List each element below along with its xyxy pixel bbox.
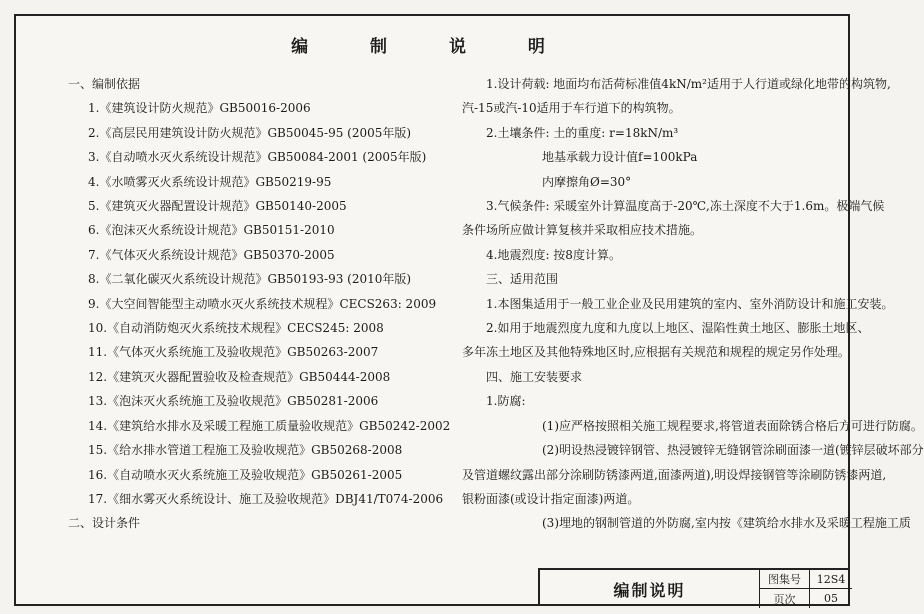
reference-item: 4.《水喷雾灭火系统设计规范》GB50219-95 [88, 174, 332, 189]
page-title: 编 制 说 明 [291, 37, 573, 57]
reference-item: 2.《高层民用建筑设计防火规范》GB50045-95 (2005年版) [88, 125, 412, 140]
reference-item: 5.《建筑灭火器配置设计规范》GB50140-2005 [88, 199, 347, 214]
text-line: (3)埋地的钢制管道的外防腐,室内按《建筑给水排水及采暖工程施工质 [542, 516, 911, 531]
reference-item: 7.《气体灭火系统设计规范》GB50370-2005 [88, 247, 335, 262]
reference-item: 11.《气体灭火系统施工及验收规范》GB50263-2007 [88, 345, 379, 360]
text-line: 1.防腐: [486, 394, 526, 409]
text-line: 条件场所应做计算复核并采取相应技术措施。 [462, 223, 703, 238]
text-line: (2)明设热浸镀锌钢管、热浸镀锌无缝钢管涂刷面漆一道(镀锌层破坏部分 [542, 443, 924, 458]
reference-item: 14.《建筑给水排水及采暖工程施工质量验收规范》GB50242-2002 [88, 418, 451, 433]
reference-item: 9.《大空间智能型主动喷水灭火系统技术规程》CECS263: 2009 [88, 296, 437, 311]
text-line: 三、适用范围 [486, 272, 559, 287]
text-line: (1)应严格按照相关施工规程要求,将管道表面除锈合格后方可进行防腐。 [542, 418, 923, 433]
text-line: 地基承载力设计值f=100kPa [542, 150, 698, 165]
text-line: 1.本图集适用于一般工业企业及民用建筑的室内、室外消防设计和施工安装。 [486, 296, 894, 311]
reference-item: 15.《给水排水管道工程施工及验收规范》GB50268-2008 [88, 443, 403, 458]
text-line: 四、施工安装要求 [486, 369, 583, 384]
atlas-number-value: 12S4 [810, 570, 852, 589]
text-line: 3.气候条件: 采暖室外计算温度高于-20℃,冻土深度不大于1.6m。极端气候 [486, 199, 885, 214]
text-line: 1.设计荷载: 地面均布活荷标准值4kN/m²适用于人行道或绿化地带的构筑物, [486, 77, 891, 91]
drawing-sheet [14, 14, 924, 606]
reference-item: 12.《建筑灭火器配置验收及检查规范》GB50444-2008 [88, 369, 391, 384]
page-number-value: 05 [824, 592, 838, 605]
reference-item: 17.《细水雾灭火系统设计、施工及验收规范》DBJ41/T074-2006 [88, 491, 444, 506]
reference-item: 16.《自动喷水灭火系统施工及验收规范》GB50261-2005 [88, 467, 403, 482]
title-block-name: 编制说明 [540, 570, 760, 608]
reference-item: 10.《自动消防炮灭火系统技术规程》CECS245: 2008 [88, 321, 384, 336]
atlas-number-label: 图集号 [760, 570, 810, 589]
text-line: 银粉面漆(或设计指定面漆)两道。 [462, 491, 640, 506]
reference-item: 13.《泡沫灭火系统施工及验收规范》GB50281-2006 [88, 394, 379, 409]
reference-list [68, 96, 458, 511]
text-line: 4.地震烈度: 按8度计算。 [486, 247, 621, 262]
text-line: 及管道螺纹露出部分涂刷防锈漆两道,面漆两道),明设焊接钢管等涂刷防锈漆两道, [462, 467, 887, 482]
text-line: 汽-15或汽-10适用于车行道下的构筑物。 [462, 101, 681, 116]
text-line: 2.土壤条件: 土的重度: r=18kN/m³ [486, 125, 679, 140]
text-line: 2.如用于地震烈度九度和九度以上地区、湿陷性黄土地区、膨胀土地区、 [486, 321, 870, 336]
section-heading: 一、编制依据 [68, 77, 141, 91]
reference-item: 3.《自动喷水灭火系统设计规范》GB50084-2001 (2005年版) [88, 150, 427, 165]
text-line: 多年冻土地区及其他特殊地区时,应根据有关规范和规程的规定另作处理。 [462, 345, 850, 360]
reference-item: 1.《建筑设计防火规范》GB50016-2006 [88, 101, 311, 116]
left-column [68, 72, 458, 536]
title-block [538, 568, 850, 606]
text-line: 内摩擦角Ø=30° [542, 174, 632, 189]
right-column [456, 72, 924, 536]
page-number-label: 页次 [760, 589, 810, 608]
reference-item: 8.《二氧化碳灭火系统设计规范》GB50193-93 (2010年版) [88, 272, 412, 287]
reference-item: 6.《泡沫灭火系统设计规范》GB50151-2010 [88, 223, 335, 238]
section-heading: 二、设计条件 [68, 516, 141, 531]
